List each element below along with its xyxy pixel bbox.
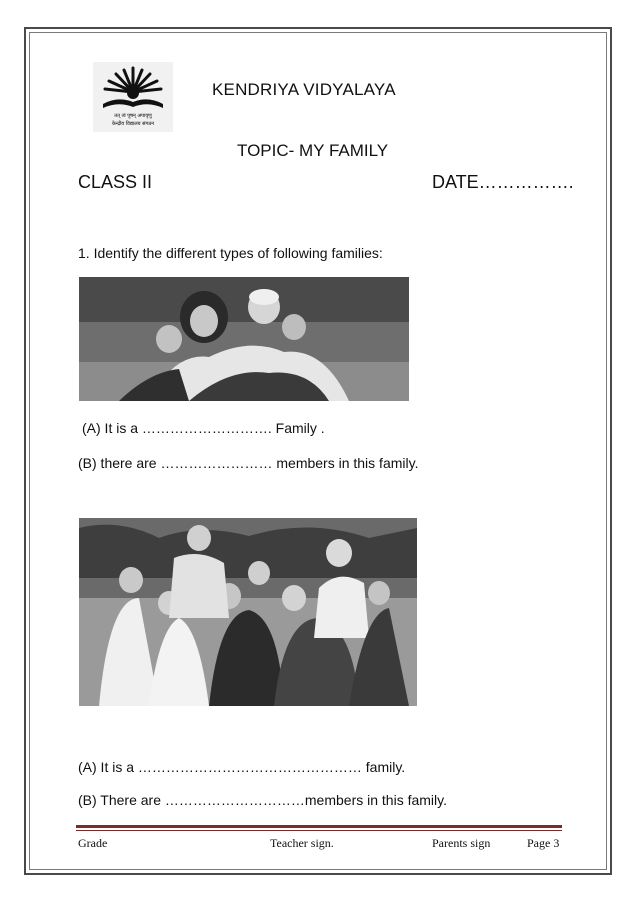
kvs-logo xyxy=(93,62,173,132)
footer-rule-thin xyxy=(76,830,562,831)
family-photo-joint xyxy=(79,518,417,706)
part1-question-b: (B) there are …………………… members in this family. xyxy=(78,455,419,471)
footer-page-number: Page 3 xyxy=(527,836,560,850)
question-title: 1. Identify the different types of following families: xyxy=(78,245,383,261)
topic-title: TOPIC- MY FAMILY xyxy=(237,141,389,160)
part2-question-a: (A) It is a ………………………………………… family. xyxy=(78,759,406,775)
part2-question-b: (B) There are …………………………members in this family. xyxy=(78,792,447,808)
footer-rule-thick xyxy=(76,825,562,828)
footer-grade: Grade xyxy=(78,836,108,850)
family-photo-nuclear xyxy=(79,277,409,401)
part1-question-a: (A) It is a ………………………. Family . xyxy=(82,420,325,436)
footer-teacher-sign: Teacher sign. xyxy=(270,836,334,850)
logo-motto: तत् त्वं पूषन् अपावृणु xyxy=(114,113,152,119)
logo-org-name: केन्द्रीय विद्यालय संगठन xyxy=(111,121,155,127)
school-name: KENDRIYA VIDYALAYA xyxy=(212,80,396,99)
class-label: CLASS II xyxy=(78,172,153,192)
footer-parents-sign: Parents sign xyxy=(432,836,491,850)
date-label: DATE……………. xyxy=(432,172,574,192)
